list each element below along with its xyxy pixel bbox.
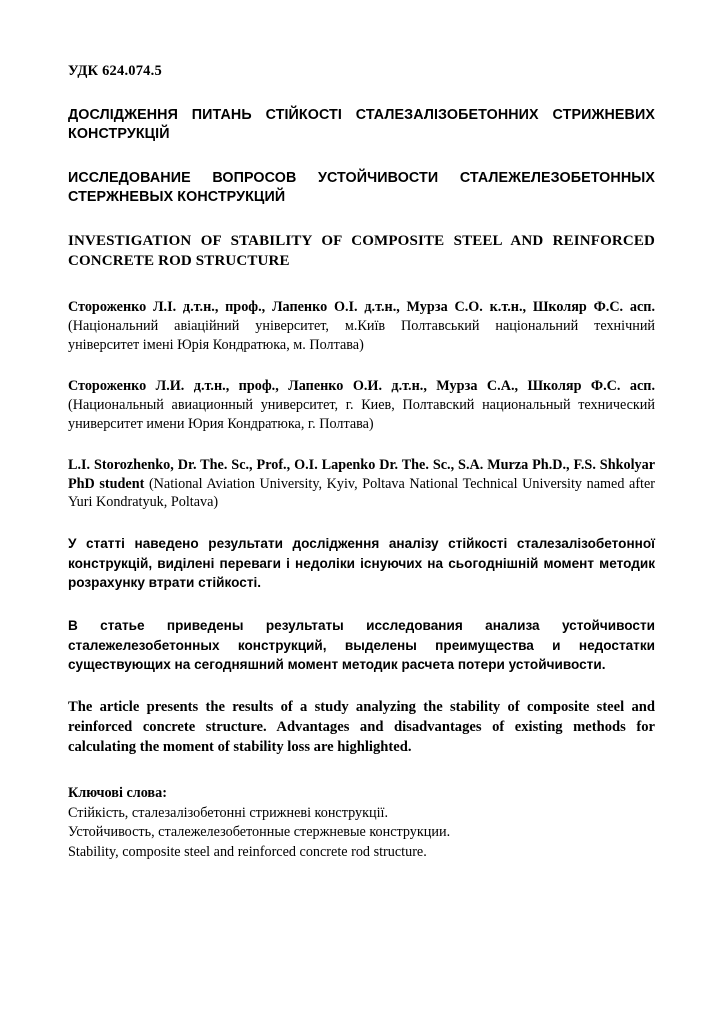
- keywords-heading: Ключові слова:: [68, 784, 167, 801]
- title-ukrainian: ДОСЛІДЖЕННЯ ПИТАНЬ СТІЙКОСТІ СТАЛЕЗАЛІЗОБЕТОННИХ СТРИЖНЕВИХ КОНСТРУКЦІЙ: [68, 107, 655, 142]
- udc-code: УДК 624.074.5: [68, 63, 162, 79]
- abstract-russian: В статье приведены результаты исследования анализа устойчивости сталежелезобетонных конструкций, выделены преимущества и недостатки существующих на сегодняшний момент методик расчета потери устойчивости.: [68, 618, 655, 672]
- author-affiliation-russian: (Национальный авиационный университет, г. Киев, Полтавский национальный технический университет имени Юрия Кондратюка, г. Полтава): [68, 396, 655, 432]
- author-names-ukrainian: Стороженко Л.І. д.т.н., проф., Лапенко О.І. д.т.н., Мурза С.О. к.т.н., Школяр Ф.С. асп.: [68, 299, 655, 316]
- author-names-english: L.I. Storozhenko, Dr. The. Sc., Prof., O.I. Lapenko Dr. The. Sc., S.A. Murza Ph.D., F.S. Shkolyar PhD student: [68, 456, 655, 492]
- author-affiliation-ukrainian: (Національний авіаційний університет, м.Київ Полтавський національний технічний університет імені Юрія Кондратюка, м. Полтава): [68, 318, 655, 354]
- author-affiliation-english: (National Aviation University, Kyiv, Poltava National Technical University named after Yuri Kondratyuk, Poltava): [68, 475, 656, 511]
- keywords-english: Stability, composite steel and reinforced concrete rod structure.: [68, 844, 427, 861]
- keywords-russian: Устойчивость, сталежелезобетонные стержневые конструкции.: [68, 824, 451, 841]
- abstract-ukrainian: У статті наведено результати дослідження аналізу стійкості сталезалізобетонної конструкцій, виділені переваги і недоліки існуючих на сьогоднішній момент методик розрахунку втрати стійкості.: [68, 536, 655, 590]
- author-names-russian: Стороженко Л.И. д.т.н., проф., Лапенко О.И. д.т.н., Мурза С.А., Школяр Ф.С. асп.: [68, 378, 655, 395]
- author-block-ukrainian: [68, 298, 655, 355]
- author-block-russian: [68, 377, 655, 434]
- author-block-english: [68, 456, 655, 513]
- keywords-block: [68, 784, 655, 864]
- title-english: INVESTIGATION OF STABILITY OF COMPOSITE STEEL AND REINFORCED CONCRETE ROD STRUCTURE: [68, 233, 655, 269]
- abstract-english: The article presents the results of a study analyzing the stability of composite steel and reinforced concrete structure. Advantages and disadvantages of existing methods for calculating the moment of stability loss are highlighted.: [68, 699, 655, 755]
- document-content: [68, 62, 655, 863]
- keywords-ukrainian: Стійкість, сталезалізобетонні стрижневі конструкції.: [68, 804, 389, 821]
- title-russian: ИССЛЕДОВАНИЕ ВОПРОСОВ УСТОЙЧИВОСТИ СТАЛЕЖЕЛЕЗОБЕТОННЫХ СТЕРЖНЕВЫХ КОНСТРУКЦИЙ: [68, 170, 655, 205]
